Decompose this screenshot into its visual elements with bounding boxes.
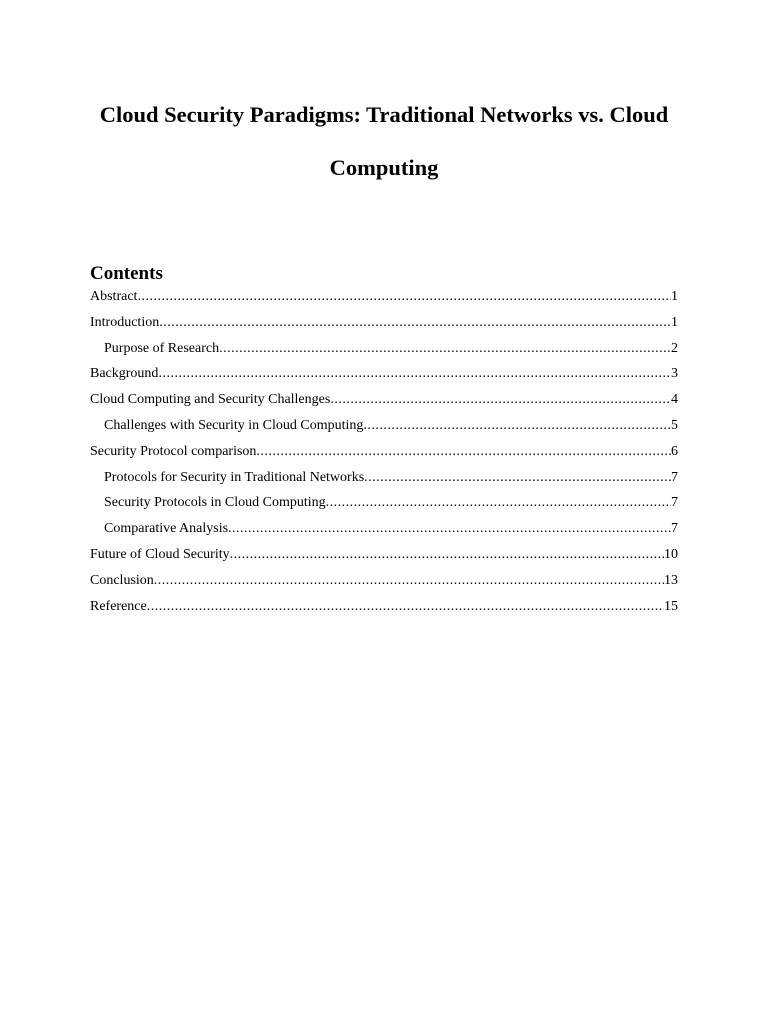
toc-entry-page-number: 6 bbox=[671, 443, 678, 459]
toc-entry-title: Comparative Analysis bbox=[104, 521, 229, 537]
toc-entry-page-number: 7 bbox=[671, 495, 678, 511]
toc-entry-page-number: 10 bbox=[664, 546, 678, 562]
toc-entry[interactable] bbox=[90, 490, 678, 516]
toc-entry[interactable] bbox=[90, 439, 678, 465]
toc-dot-leader bbox=[154, 568, 664, 594]
toc-entry-page-number: 5 bbox=[671, 417, 678, 433]
toc-entry[interactable] bbox=[90, 542, 678, 568]
toc-heading: Contents bbox=[90, 263, 163, 284]
toc-entry-title: Purpose of Research bbox=[104, 340, 220, 356]
table-of-contents bbox=[90, 262, 678, 619]
toc-entry[interactable] bbox=[90, 465, 678, 491]
toc-entry-page-number: 1 bbox=[671, 289, 678, 304]
toc-entry-title: Conclusion bbox=[90, 572, 154, 588]
toc-entry[interactable] bbox=[90, 336, 678, 362]
toc-list bbox=[90, 284, 678, 619]
toc-dot-leader bbox=[219, 336, 671, 362]
toc-entry-page-number: 1 bbox=[671, 314, 678, 330]
toc-dot-leader bbox=[228, 516, 671, 542]
toc-dot-leader bbox=[230, 542, 664, 568]
toc-entry[interactable] bbox=[90, 594, 678, 620]
toc-entry-title: Security Protocol comparison bbox=[90, 443, 257, 459]
toc-entry-title: Abstract bbox=[90, 289, 138, 304]
toc-entry-title: Protocols for Security in Traditional Networks bbox=[104, 469, 365, 485]
toc-entry-page-number: 13 bbox=[664, 572, 678, 588]
toc-entry-page-number: 15 bbox=[664, 598, 678, 614]
toc-entry[interactable] bbox=[90, 516, 678, 542]
toc-entry-title: Cloud Computing and Security Challenges bbox=[90, 392, 331, 408]
toc-dot-leader bbox=[326, 490, 671, 516]
toc-entry[interactable] bbox=[90, 568, 678, 594]
toc-entry[interactable] bbox=[90, 387, 678, 413]
toc-entry[interactable] bbox=[90, 284, 678, 310]
toc-entry-page-number: 7 bbox=[671, 469, 678, 485]
toc-dot-leader bbox=[158, 361, 671, 387]
toc-dot-leader bbox=[147, 594, 664, 620]
toc-entry[interactable] bbox=[90, 361, 678, 387]
document-title: Cloud Security Paradigms: Traditional Networks vs. Cloud Computing bbox=[99, 102, 669, 180]
toc-dot-leader bbox=[364, 465, 671, 491]
toc-entry-page-number: 3 bbox=[671, 366, 678, 382]
toc-entry-title: Challenges with Security in Cloud Computing bbox=[104, 417, 364, 433]
toc-dot-leader bbox=[363, 413, 671, 439]
toc-entry-page-number: 4 bbox=[671, 392, 678, 408]
toc-entry-title: Reference bbox=[90, 598, 147, 614]
toc-dot-leader bbox=[256, 439, 671, 465]
toc-dot-leader bbox=[137, 284, 671, 310]
toc-entry-title: Background bbox=[90, 366, 159, 382]
toc-dot-leader bbox=[330, 387, 671, 413]
toc-entry-title: Introduction bbox=[90, 314, 160, 330]
toc-entry[interactable] bbox=[90, 413, 678, 439]
toc-entry-page-number: 2 bbox=[671, 340, 678, 356]
toc-entry-title: Future of Cloud Security bbox=[90, 546, 230, 562]
toc-entry-title: Security Protocols in Cloud Computing bbox=[104, 495, 326, 511]
toc-dot-leader bbox=[159, 310, 671, 336]
toc-entry-page-number: 7 bbox=[671, 521, 678, 537]
toc-entry[interactable] bbox=[90, 310, 678, 336]
